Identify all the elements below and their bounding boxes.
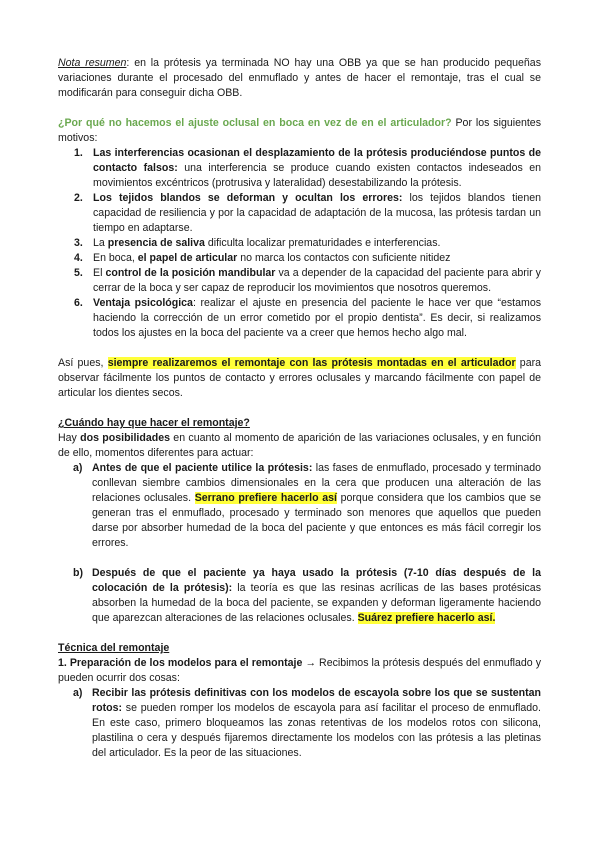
item-highlight: Suárez prefiere hacerlo así. [357,612,496,624]
list-item [74,236,541,251]
note-colon: : [126,57,130,69]
why-question: ¿Por qué no hacemos el ajuste oclusal en boca en vez de en el articulador? [58,117,452,129]
list-item [73,686,541,761]
when-list [58,461,541,626]
item-number: 2. [74,192,83,204]
list-item [73,566,541,626]
item-text: las fases de enmuflado, procesado y terminado conllevan siembre cambios dimensionales en la cera que producen una alteración de las relaciones oclusales. [92,462,541,504]
why-paragraph [58,116,541,146]
when-title: ¿Cuándo hay que hacer el remontaje? [58,417,250,429]
asi-paragraph [58,356,541,401]
list-item [73,461,541,551]
list-item [74,146,542,191]
list-item [74,266,541,296]
item-bold: Los tejidos blandos se deforman y ocultan los errores: [93,192,403,204]
item-text: los tejidos blandos tienen capacidad de resiliencia y por la capacidad de adaptación de la mucosa, las prótesis tardan un tiempo en adaptarse. [93,192,541,234]
item-text: dificulta localizar prematuridades e interferencias. [204,237,441,249]
item-number: 1. [74,147,83,159]
item-bold: el papel de articular [137,252,238,264]
technique-step1: 1. Preparación de los modelos para el remontaje → Recibimos la prótesis después del enmuflado y pueden ocurrir dos cosas: [58,657,541,684]
list-item [74,191,541,236]
when-intro: Hay dos posibilidades en cuanto al momento de aparición de las variaciones oclusales, y en función de ello, momentos diferentes para actuar: [58,432,541,459]
item-number: 6. [74,297,83,309]
item-text: : realizar el ajuste en presencia del paciente le hace ver que “estamos haciendo la corrección de un error cometido por el propio dentista”. Es decir, si realizamos todos los ajustes en la boca del paciente va a creer que hemos hecho algo mal. [93,297,542,339]
list-item [74,296,542,341]
item-marker: b) [73,567,83,579]
item-marker: a) [73,687,83,699]
reasons-list [58,146,541,341]
item-highlight: Serrano prefiere hacerlo así [194,492,337,504]
item-pre: En boca, [93,252,138,264]
why-intro: Por los siguientes motivos: [58,117,541,144]
item-bold: control de la posición mandibular [105,267,276,279]
item-number: 5. [74,267,83,279]
asi-highlight: siempre realizaremos el remontaje con las prótesis montadas en el articulador [107,357,516,369]
note-text: en la prótesis ya terminada NO hay una OBB ya que se han producido pequeñas variaciones durante el procesado del enmuflado y antes de hacer el remontaje, tras el cual se modificarán para conseguir dicha OBB. [58,57,541,99]
item-text: no marca los contactos con suficiente nitidez [237,252,451,264]
item-bold: Ventaja psicológica [93,297,193,309]
item-text: va a depender de la capacidad del paciente para abrir y cerrar de la boca y ser capaz de reproducir los movimientos que nosotros queremos. [93,267,541,294]
item-bold: Después de que el paciente ya haya usado la prótesis (7-10 días después de la colocación de la prótesis): [92,567,541,594]
technique-title: Técnica del remontaje [58,642,170,654]
asi-text: para observar fácilmente los puntos de contacto y errores oclusales y marcando fácilmente con papel de articular los dientes secos. [58,357,542,399]
asi-pre: Así pues, [58,357,108,369]
item-text: la teoría es que las resinas acrílicas de las bases protésicas absorben la humedad de la boca del paciente, se expanden y deforman ligeramente haciendo que aparezcan alteraciones de las relaciones oclusales. [92,582,541,624]
item-number: 3. [74,237,83,249]
item-bold: Antes de que el paciente utilice la prótesis: [92,462,313,474]
item-pre: El [93,267,106,279]
item-marker: a) [73,462,83,474]
item-text: se pueden romper los modelos de escayola para así facilitar el proceso de enmuflado. En este caso, primero bloqueamos las zonas retentivas de los modelos rotos con silicona, plastilina o cera y después fijaremos directamente los modelos con las prótesis a las pletinas del articulador. Es la peor de las situaciones. [92,702,541,759]
item-number: 4. [74,252,83,264]
item-text-2: porque considera que los cambios que se generan tras el enmuflado, procesado y terminado son menores que aquellos que pueden darse por absorber humedad de la boca del paciente y que entonces es más fácil corregir los errores. [92,492,541,549]
technique-list [58,686,541,761]
list-item [74,251,541,266]
item-bold: Recibir las prótesis definitivas con los modelos de escayola sobre los que se sustentan rotos: [92,687,541,714]
item-text: una interferencia se produce cuando existen contactos indeseados en movimientos excéntricos (protrusiva y lateralidad) desestabilizando la prótesis. [93,162,542,189]
item-bold: Las interferencias ocasionan el desplazamiento de la prótesis produciéndose puntos de contacto falsos: [93,147,541,174]
note-label: Nota resumen [58,57,127,69]
note-paragraph [58,56,541,101]
item-bold: presencia de saliva [107,237,205,249]
item-pre: La [93,237,108,249]
